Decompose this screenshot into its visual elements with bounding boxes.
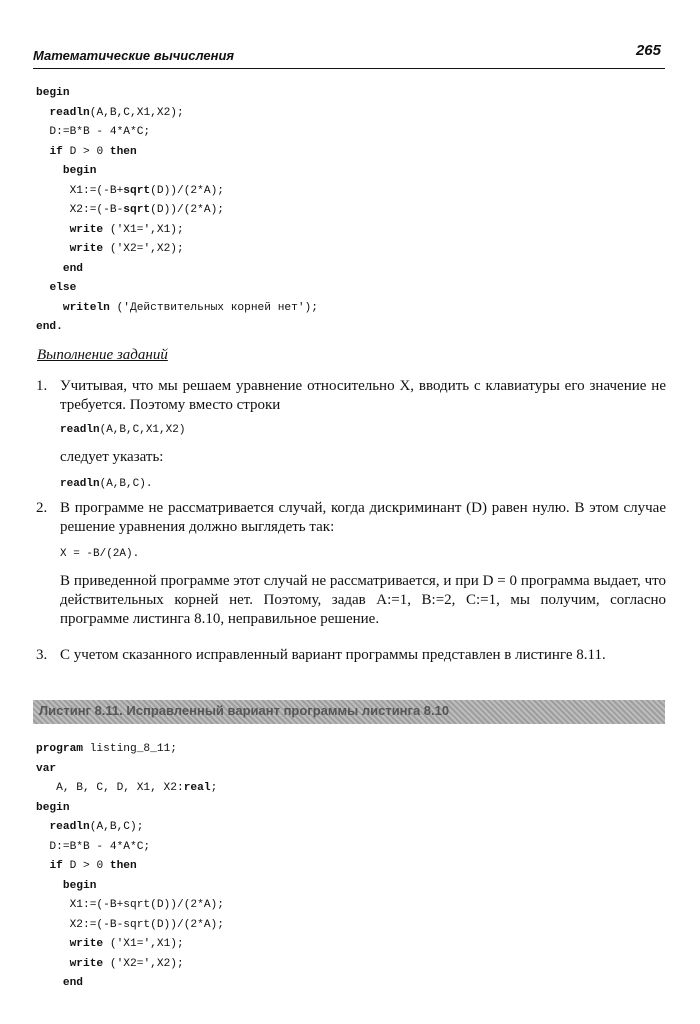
listing-caption: Листинг 8.11. Исправленный вариант программы листинга 8.10 bbox=[39, 703, 450, 718]
page-number: 265 bbox=[635, 42, 661, 59]
code-listing-8-11 bbox=[36, 740, 224, 994]
item-text: В программе не рассматривается случай, когда дискриминант (D) равен нулю. В этом случае решение уравнения должно выглядеть так: bbox=[60, 500, 666, 535]
code-line: begin bbox=[62, 879, 97, 892]
code-line: D:=B*B - 4*A*C; bbox=[36, 840, 151, 853]
code-line: end. bbox=[36, 321, 63, 333]
code-line: writeln ('Действительных корней нет'); bbox=[62, 301, 318, 314]
list-item-3 bbox=[36, 646, 666, 665]
code-line: readln(A,B,C). bbox=[60, 478, 153, 490]
running-title: Математические вычисления bbox=[33, 48, 235, 63]
code-line: X2:=(-B-sqrt(D))/(2*A); bbox=[36, 918, 224, 931]
code-line: readln(A,B,C,X1,X2) bbox=[60, 424, 186, 436]
code-line: readln(A,B,C); bbox=[49, 821, 144, 833]
item-paragraph: В приведенной программе этот случай не рассматривается, и при D = 0 программа выдает, что действительных корней нет. Поэтому, задав A:=1, B:=2, C:=1, мы получим, согласно программе листинга 8.10, неправильное решение. bbox=[60, 573, 666, 627]
code-line: var bbox=[36, 762, 57, 775]
code-line: begin bbox=[62, 165, 97, 177]
code-line: write ('X2=',X2); bbox=[69, 243, 184, 255]
code-line: A, B, C, D, X1, X2:real; bbox=[36, 782, 218, 794]
code-line: program listing_8_11; bbox=[36, 743, 177, 755]
list-item-2 bbox=[36, 499, 666, 629]
code-line: D:=B*B - 4*A*C; bbox=[36, 126, 151, 138]
item-text: Учитывая, что мы решаем уравнение относительно X, вводить с клавиатуры его значение не требуется. Поэтому вместо строки bbox=[60, 378, 666, 413]
page-header bbox=[33, 40, 665, 69]
code-line: if D > 0 then bbox=[49, 860, 137, 872]
code-line: begin bbox=[36, 801, 70, 814]
code-listing-8-10-fragment bbox=[36, 84, 318, 338]
code-line: write ('X1=',X1); bbox=[69, 223, 184, 236]
item-text-continued: следует указать: bbox=[60, 449, 164, 465]
list-item-1 bbox=[36, 377, 666, 494]
code-line: X1:=(-B+sqrt(D))/(2*A); bbox=[36, 899, 224, 911]
code-line: else bbox=[49, 282, 77, 294]
item-text: С учетом сказанного исправленный вариант программы представлен в листинге 8.11. bbox=[60, 647, 606, 663]
item-number: 3. bbox=[36, 647, 48, 663]
item-number: 2. bbox=[36, 500, 48, 516]
code-line: write ('X2=',X2); bbox=[69, 957, 184, 970]
item-number: 1. bbox=[36, 378, 48, 394]
code-line: write ('X1=',X1); bbox=[69, 938, 184, 950]
listing-caption-bar bbox=[33, 700, 665, 724]
code-line: X = -B/(2A). bbox=[60, 548, 140, 560]
code-line: end bbox=[62, 977, 84, 989]
code-line: end bbox=[62, 262, 84, 275]
section-title: Выполнение заданий bbox=[37, 347, 168, 363]
code-line: readln(A,B,C,X1,X2); bbox=[49, 106, 184, 119]
code-line: if D > 0 then bbox=[49, 145, 137, 158]
code-line: X1:=(-B+sqrt(D))/(2*A); bbox=[36, 184, 224, 197]
code-line: X2:=(-B-sqrt(D))/(2*A); bbox=[36, 204, 224, 216]
code-line: begin bbox=[36, 87, 70, 99]
